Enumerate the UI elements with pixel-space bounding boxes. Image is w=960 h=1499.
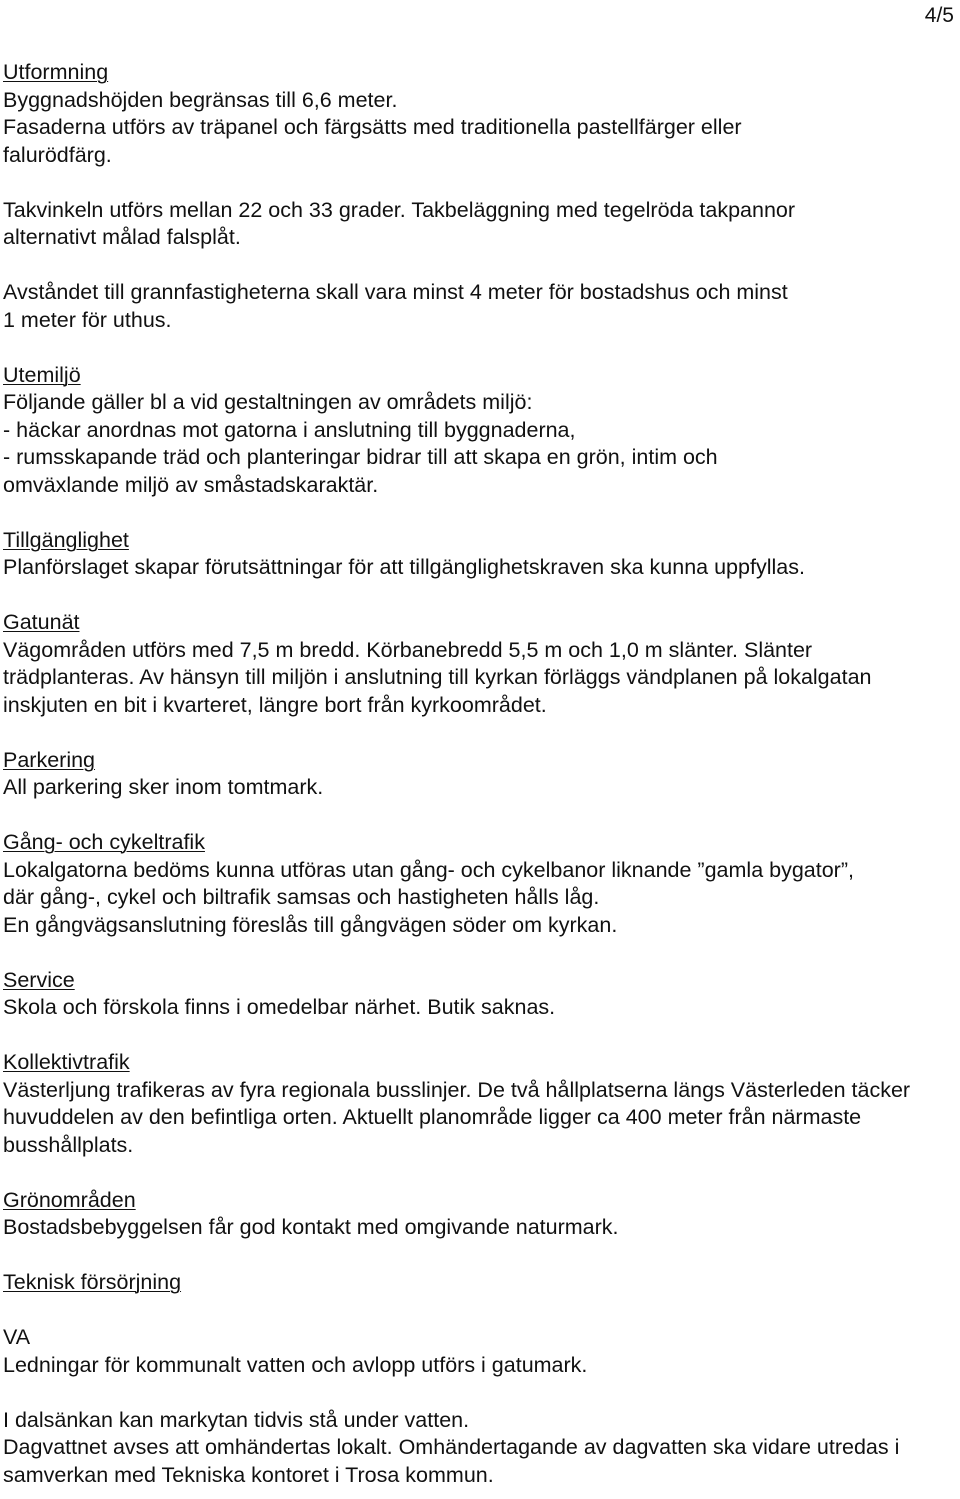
paragraph: Dagvattnet avses att omhändertas lokalt. Omhändertagande av dagvatten ska vidare utredas i samverkan med Tekniska kontoret i Trosa kommun. [3,1435,900,1487]
paragraph: Avståndet till grannfastigheterna skall vara minst 4 meter för bostadshus och minst 1 meter för uthus. [3,280,788,332]
section-heading-parkering: Parkering [3,747,96,772]
section-teknisk-forsorjning [3,1269,953,1297]
section-parkering [3,747,953,802]
section-utformning [3,59,953,334]
section-heading-teknisk-forsorjning: Teknisk försörjning [3,1270,182,1294]
section-heading-kollektivtrafik: Kollektivtrafik [3,1050,130,1074]
section-heading-gatunat: Gatunät [3,610,80,634]
section-kollektivtrafik [3,1049,953,1159]
paragraph: Planförslaget skapar förutsättningar för att tillgänglighetskraven ska kunna uppfyllas. [3,555,805,579]
section-utemiljo [3,362,953,500]
paragraph: En gångvägsanslutning föreslås till gångvägen söder om kyrkan. [3,912,618,937]
list-item: - rumsskapande träd och planteringar bidrar till att skapa en grön, intim och omväxlande miljö av småstadskaraktär. [3,445,718,497]
section-heading-service: Service [3,967,75,992]
page-number: 4/5 [924,4,954,27]
section-service [3,967,953,1022]
subsection-heading-va: VA [3,1325,31,1349]
paragraph: I dalsänkan kan markytan tidvis stå under vatten. [3,1407,470,1432]
paragraph: Bostadsbebyggelsen får god kontakt med omgivande naturmark. [3,1215,619,1239]
section-gang-och-cykeltrafik [3,829,953,939]
document-body [3,59,953,1489]
section-va [3,1324,953,1489]
paragraph: Vägområden utförs med 7,5 m bredd. Körbanebredd 5,5 m och 1,0 m slänter. Slänter trädplanteras. Av hänsyn till miljön i anslutning till kyrkan förläggs vändplanen på lokalgatan inskjuten en bit i kvarteret, längre bort från kyrkoområdet. [3,637,872,717]
section-gronomraden [3,1187,953,1242]
paragraph: Följande gäller bl a vid gestaltningen av områdets miljö: [3,390,533,414]
list-item: - häckar anordnas mot gatorna i anslutning till byggnaderna, [3,417,576,442]
section-heading-utemiljo: Utemiljö [3,362,81,387]
paragraph: Byggnadshöjden begränsas till 6,6 meter. [3,87,398,112]
section-heading-gang-och-cykeltrafik: Gång- och cykeltrafik [3,830,205,854]
paragraph: Lokalgatorna bedöms kunna utföras utan gång- och cykelbanor liknande ”gamla bygator”, där gång-, cykel och biltrafik samsas och hastigheten hålls låg. [3,857,854,909]
section-heading-gronomraden: Grönområden [3,1187,136,1212]
paragraph: Fasaderna utförs av träpanel och färgsätts med traditionella pastellfärger eller falurödfärg. [3,115,742,167]
paragraph: Ledningar för kommunalt vatten och avlopp utförs i gatumark. [3,1352,588,1377]
paragraph: All parkering sker inom tomtmark. [3,775,324,799]
section-gatunat [3,609,953,719]
paragraph: Västerljung trafikeras av fyra regionala busslinjer. De två hållplatserna längs Västerleden täcker huvuddelen av den befintliga orten. Aktuellt planområde ligger ca 400 meter från närmaste busshållplats. [3,1077,911,1157]
section-tillganglighet [3,527,953,582]
section-heading-utformning: Utformning [3,60,109,84]
section-heading-tillganglighet: Tillgänglighet [3,527,129,552]
paragraph: Skola och förskola finns i omedelbar närhet. Butik saknas. [3,995,556,1019]
paragraph: Takvinkeln utförs mellan 22 och 33 grader. Takbeläggning med tegelröda takpannor alternativt målad falsplåt. [3,197,796,249]
